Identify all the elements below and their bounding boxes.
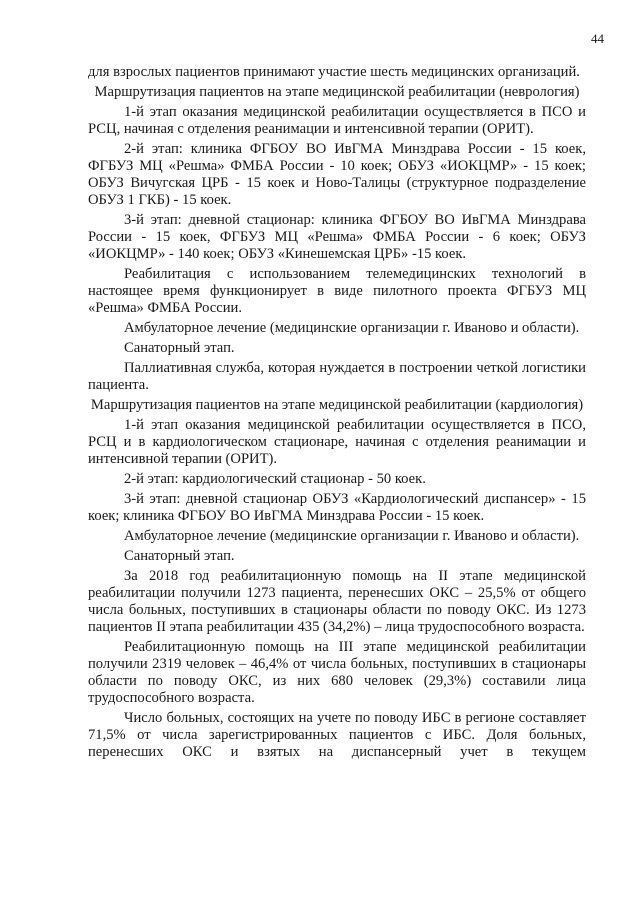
paragraph: Реабилитационную помощь на III этапе медицинской реабилитации получили 2319 человек – 46,4% от числа больных, поступивших в стационары области по поводу ОКС, из них 680 человек (29,3%) составили лица трудоспособного возраста.: [88, 639, 586, 706]
document-body: [88, 64, 586, 764]
paragraph: Паллиативная служба, которая нуждается в построении четкой логистики пациента.: [88, 360, 586, 393]
paragraph: Реабилитация с использованием телемедицинских технологий в настоящее время функционирует в виде пилотного проекта ФГБУЗ МЦ «Решма» ФМБА России.: [88, 266, 586, 316]
paragraph: За 2018 год реабилитационную помощь на II этапе медицинской реабилитации получили 1273 пациента, перенесших ОКС – 25,5% от общего числа больных, поступивших в стационары области по поводу ОКС. Из 1273 пациентов II этапа реабилитации 435 (34,2%) – лица трудоспособного возраста.: [88, 568, 586, 635]
paragraph: Санаторный этап.: [124, 340, 235, 356]
paragraph: Амбулаторное лечение (медицинские организации г. Иваново и области).: [124, 528, 580, 544]
section-heading: Маршрутизация пациентов на этапе медицинской реабилитации (кардиология): [90, 397, 584, 413]
paragraph: 2-й этап: клиника ФГБОУ ВО ИвГМА Минздрава России - 15 коек, ФГБУЗ МЦ «Решма» ФМБА России - 10 коек; ОБУЗ «ИОКЦМР» - 15 коек; ОБУЗ Вичугская ЦРБ - 15 коек и Ново-Талицы (структурное подразделение ОБУЗ 1 ГКБ) - 15 коек.: [88, 141, 586, 208]
paragraph: 3-й этап: дневной стационар ОБУЗ «Кардиологический диспансер» - 15 коек; клиника ФГБОУ ВО ИвГМА Минздрава России - 15 коек.: [88, 491, 586, 524]
paragraph: для взрослых пациентов принимают участие шесть медицинских организаций.: [88, 64, 580, 80]
paragraph: 1-й этап оказания медицинской реабилитации осуществляется в ПСО, РСЦ и в кардиологическом стационаре, начиная с отделения реанимации и интенсивной терапии (ОРИТ).: [88, 417, 586, 467]
paragraph: 1-й этап оказания медицинской реабилитации осуществляется в ПСО и РСЦ, начиная с отделения реанимации и интенсивной терапии (ОРИТ).: [88, 104, 586, 137]
paragraph: Амбулаторное лечение (медицинские организации г. Иваново и области).: [124, 320, 580, 336]
paragraph: Число больных, состоящих на учете по поводу ИБС в регионе составляет 71,5% от числа зарегистрированных пациентов с ИБС. Доля больных, перенесших ОКС и взятых на диспансерный учет в текущем: [88, 710, 586, 760]
paragraph: 2-й этап: кардиологический стационар - 50 коек.: [124, 471, 426, 487]
page-number: 44: [591, 31, 604, 46]
paragraph: 3-й этап: дневной стационар: клиника ФГБОУ ВО ИвГМА Минздрава России - 15 коек, ФГБУЗ МЦ «Решма» ФМБА России - 6 коек; ОБУЗ «ИОКЦМР» - 140 коек; ОБУЗ «Кинешемская ЦРБ» -15 коек.: [88, 212, 586, 262]
paragraph: Санаторный этап.: [124, 548, 235, 564]
section-heading: Маршрутизация пациентов на этапе медицинской реабилитации (неврология): [94, 84, 580, 100]
